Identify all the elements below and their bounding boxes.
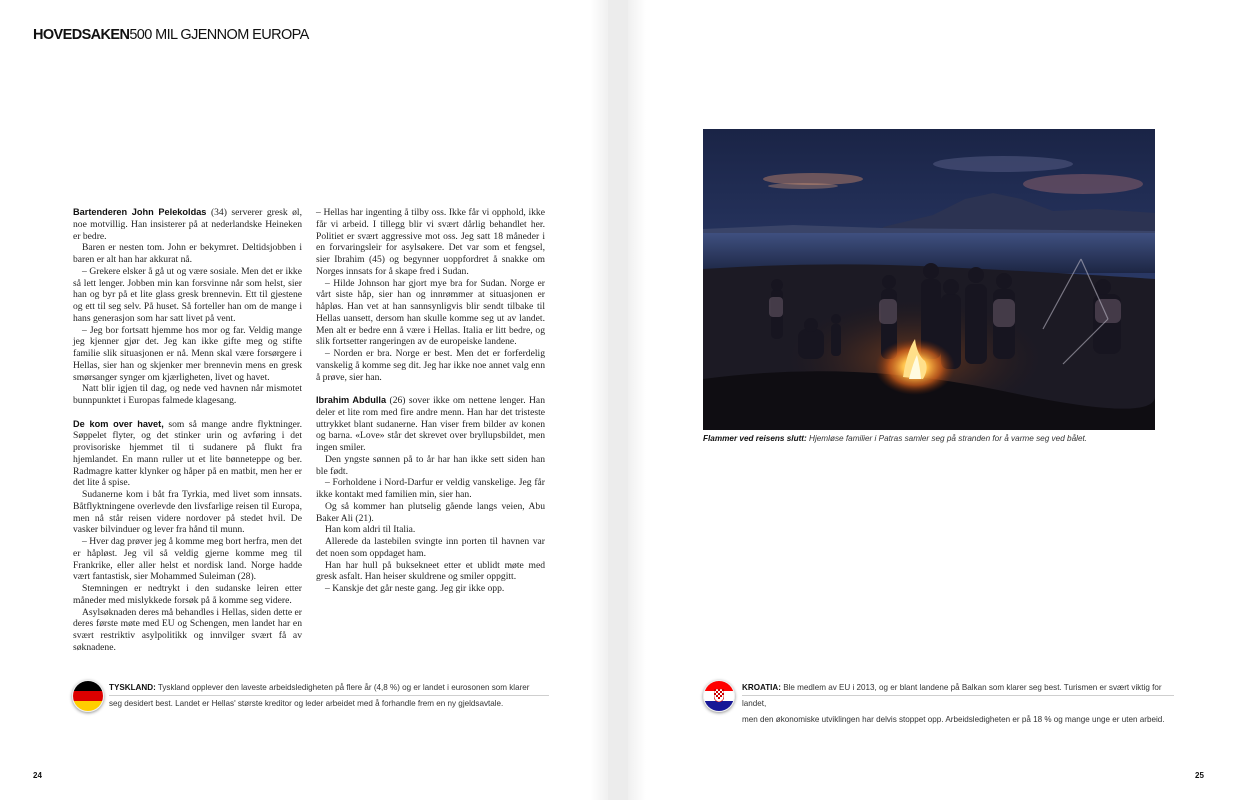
factbox-text: Tyskland opplever den laveste arbeidsledigheten på flere år (4,8 %) og er landet i eurosonen som klarer [155, 683, 530, 692]
spine-shadow [628, 0, 646, 800]
article-column-1 [73, 207, 302, 654]
paragraph: – Kanskje det går neste gang. Jeg gir ikke opp. [325, 583, 505, 594]
paragraph: – Hver dag prøver jeg å komme meg bort herfra, men det er håpløst. Jeg vil så veldig gjerne komme meg til Frankrike, eller aller helst et nordisk land. Norge hadde vært fantastisk, sier Mohammed Suleiman (28). [73, 536, 302, 583]
croatia-flag-icon [703, 680, 735, 712]
paragraph: Den yngste sønnen på to år har han ikke sett siden han ble født. [316, 453, 545, 477]
paragraph: Og så kommer han plutselig gående langs veien, Abu Baker Ali (21). [316, 500, 545, 524]
paragraph: Sudanerne kom i båt fra Tyrkia, med livet som innsats. Båtflyktningene overlevde den livsfarlige reisen til Europa, men nå står reisen videre nordover på stedet hvil. De vasker bilvinduer og lever fra hånd til munn. [73, 489, 302, 536]
paragraph: – Forholdene i Nord-Darfur er veldig vanskelige. Jeg får ikke kontakt med familien min, sier han. [316, 477, 545, 500]
paragraph [316, 395, 545, 454]
factbox-rule [742, 695, 1174, 696]
factbox-line-1 [742, 680, 1182, 712]
section-title: 500 MIL GJENNOM EUROPA [129, 27, 309, 43]
campfire-illustration [703, 129, 1155, 430]
factbox-label: TYSKLAND: [109, 683, 156, 692]
flag-stripe [73, 691, 103, 701]
page-number-left: 24 [33, 771, 42, 780]
lead-in: Ibrahim Abdulla [316, 395, 387, 405]
factbox-croatia [742, 680, 1182, 728]
factbox-line-2: seg desidert best. Landet er Hellas' største kreditor og leder arbeidet med å forhandle frem en ny gjeldsavtale. [109, 699, 504, 708]
paragraph: – Grekere elsker å gå ut og være sosiale. Men det er ikke så lett lenger. Jobben min kan forsvinne når som helst, sier han og byr på et lite glass gresk brennevin. Ett til gjestene og ett til seg selv. På huset. Så forteller han om de mange i hans generasjon som har satt livet på vent. [73, 265, 302, 324]
paragraph: – Jeg bor fortsatt hjemme hos mor og far. Veldig mange jeg kjenner gjør det. Jeg kan ikke gifte meg og stifte familie slik situasjonen er nå. Menn skal være forsørgere i Hellas, sier han og skjenker mer brennevin mens en gresk smørsanger synger om kjærligheten, livet og havet. [73, 324, 302, 383]
lead-in: Bartenderen John Pelekoldas [73, 207, 207, 217]
paragraph-text: som så mange andre flyktninger. Søppelet flyter, og det stinker urin og avføring i det provisoriske hjemmet til ti sudanere på flukt fra hjemlandet. En mann ruller ut et lite bønneteppe og ber. Radmagre katter klynker og håper på en matbit, men her er det lite å spise. [73, 418, 302, 489]
campfire-photo [703, 129, 1155, 430]
paragraph [73, 207, 302, 242]
photo-caption [703, 434, 1163, 443]
paragraph-text: (26) sover ikke om nettene lenger. Han deler et lite rom med fire andre menn. Han har det tristeste uttrykket blant sudanerne. Han viser frem bilder av konen og barna. «Love» står det skrevet over bryllupsbildet, men ingen smiler. [316, 395, 545, 453]
lead-in: De kom over havet, [73, 418, 164, 429]
factbox-line-2: men den økonomiske utviklingen har delvis stoppet opp. Arbeidsledigheten er på 18 % og mange unge er uten arbeid. [742, 715, 1165, 724]
section-header [33, 27, 309, 43]
paragraph: Han kom aldri til Italia. [325, 524, 416, 536]
paragraph: Allerede da lastebilen svingte inn porten til havnen var det noen som oppdaget ham. [316, 536, 545, 559]
paragraph: Han har hull på buksekneet etter et ublidt møte med gresk asfalt. Han heiser skuldrene og smiler oppgitt. [316, 559, 545, 583]
paragraph-text: (34) serverer gresk øl, noe motvillig. Han insisterer på at nederlandske Heineken er bedre. [73, 207, 302, 242]
section-kicker: HOVEDSAKEN [33, 27, 130, 43]
germany-flag-icon [72, 680, 104, 712]
paragraph: Baren er nesten tom. John er bekymret. Deltidsjobben i baren er alt han har akkurat nå. [73, 242, 302, 265]
caption-text: Hjemløse familier i Patras samler seg på stranden for å varme seg ved bålet. [806, 434, 1088, 443]
paragraph [73, 419, 302, 490]
caption-lead: Flammer ved reisens slutt: [703, 434, 807, 443]
factbox-line-1 [109, 680, 549, 696]
spine-shadow [590, 0, 608, 800]
paragraph: Natt blir igjen til dag, og nede ved havnen når mismotet bunnpunktet i Europas falmede klagesang. [73, 383, 302, 406]
article-column-2 [316, 207, 545, 595]
factbox-rule [109, 695, 549, 696]
paragraph: – Norden er bra. Norge er best. Men det er forferdelig vanskelig å komme seg dit. Jeg har ikke noe annet valg enn å prøve, sier han. [316, 348, 545, 383]
paragraph: Asylsøknaden deres må behandles i Hellas, siden dette er deres første møte med EU og Schengen, men landet har en svært restriktiv asylpolitikk og innvilger svært få av søknadene. [73, 606, 302, 653]
paragraph: – Hilde Johnson har gjort mye bra for Sudan. Norge er vårt siste håp, sier han og innrømmer at situasjonen er håpløs. Han vet at han sannsynligvis blir sendt tilbake til Hellas uansett, dersom han skulle komme seg ut av landet. Men alt er bedre enn å være i Hellas. Italia er litt bedre, og slik fortsetter rangeringen av de europeiske landene. [316, 277, 545, 348]
paragraph: – Hellas har ingenting å tilby oss. Ikke får vi opphold, ikke får vi arbeid. I tillegg blir vi svært dårlig behandlet her. Politiet er svært aggressive mot oss. Jeg satt 18 måneder i en forvaringsleir for asylsøkere. Det var som et fengsel, sier Ibrahim (45) og begynner uoppfordret å snakke om Norges innsats for å skape fred i Sudan. [316, 207, 545, 277]
page-number-right: 25 [1195, 771, 1204, 780]
croatian-coat-of-arms-icon [714, 689, 724, 702]
paragraph: Stemningen er nedtrykt i den sudanske leiren etter måneder med mislykkede forsøk på å komme seg videre. [73, 583, 302, 606]
factbox-label: KROATIA: [742, 683, 781, 692]
factbox-text: Ble medlem av EU i 2013, og er blant landene på Balkan som klarer seg best. Turismen er svært viktig for landet, [742, 683, 1162, 708]
factbox-germany [109, 680, 549, 712]
